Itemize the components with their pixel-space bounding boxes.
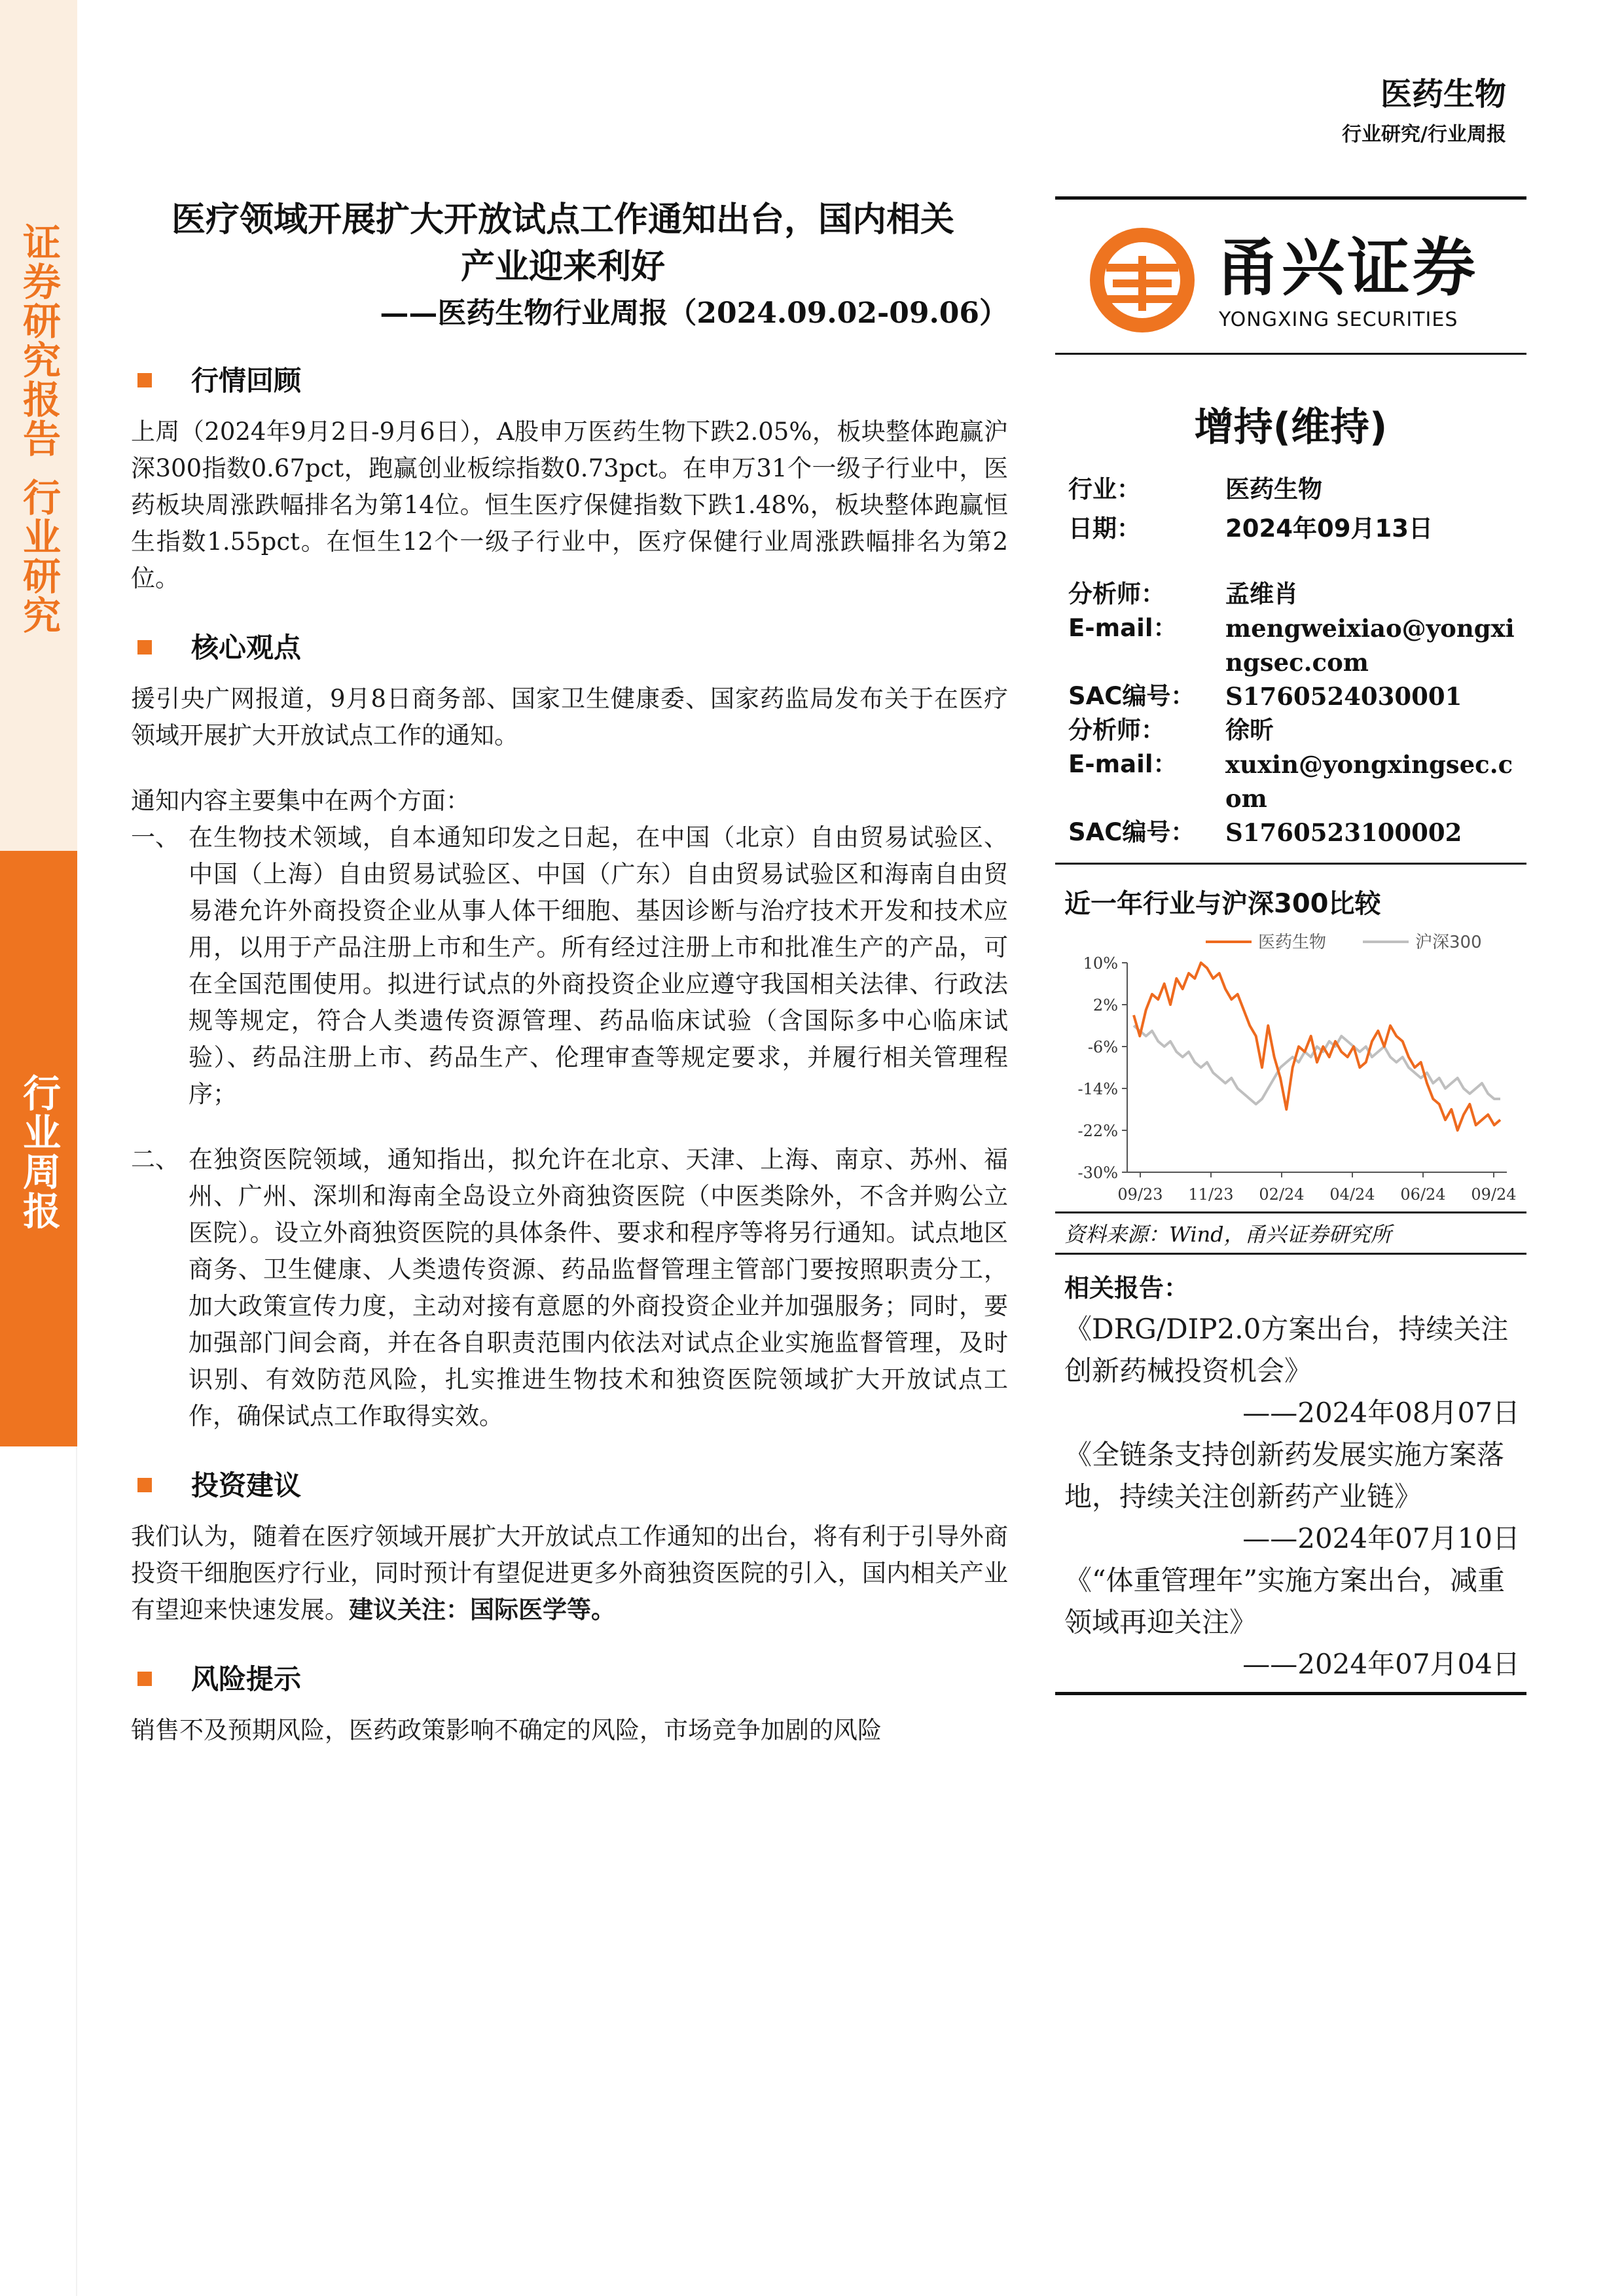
analyst-label: 分析师：: [1068, 580, 1165, 608]
x-tick-label: 11/23: [1188, 1185, 1234, 1204]
analyst-2-sac-row: [1055, 816, 1526, 850]
side-label-weekly-text: 行业周报: [16, 1073, 61, 1230]
company-logo: [1055, 200, 1526, 353]
analyst-email: xuxin@yongxingsec.com: [1225, 750, 1513, 813]
section-core-view-heading: [131, 626, 1008, 672]
side-label-report: [0, 223, 77, 458]
related-report-name[interactable]: 《“体重管理年”实施方案出台，减重领域再迎关注》: [1064, 1564, 1505, 1638]
title-line-2: 产业迎来利好: [460, 247, 665, 287]
analyst-name: 徐昕: [1225, 716, 1274, 744]
divider: [1055, 863, 1526, 865]
x-tick-label: 06/24: [1400, 1185, 1446, 1204]
header-industry: 医药生物: [1380, 76, 1506, 113]
core-view-item-2: [131, 1141, 1008, 1435]
bullet-square-icon: [137, 373, 152, 387]
title-subtitle: ——医药生物行业周报（2024.09.02-09.06）: [380, 296, 1008, 330]
date-label: 日期：: [1068, 514, 1141, 543]
bullet-square-icon: [137, 1478, 152, 1492]
y-tick-label: -22%: [1077, 1122, 1118, 1140]
comparison-chart: [1055, 924, 1526, 1211]
related-report-date: ——2024年08月07日: [1242, 1397, 1520, 1429]
legend-label: 医药生物: [1258, 933, 1327, 952]
section-title: 投资建议: [191, 1469, 302, 1501]
analyst-1-email-row: [1055, 611, 1526, 679]
email-label: E-mail：: [1068, 614, 1178, 642]
logo-english-name: YONGXING SECURITIES: [1219, 308, 1458, 331]
side-label-report-text: 证券研究报告: [16, 223, 61, 458]
industry-value: 医药生物: [1225, 475, 1322, 503]
related-report-name[interactable]: 《DRG/DIP2.0方案出台，持续关注创新药械投资机会》: [1064, 1313, 1509, 1387]
header-subtitle: 行业研究/行业周报: [1342, 123, 1506, 146]
logo-chinese-name: 甬兴证券: [1216, 231, 1478, 304]
divider: [1055, 1692, 1526, 1695]
y-tick-label: 2%: [1092, 996, 1118, 1014]
sac-label: SAC编号：: [1068, 682, 1195, 710]
related-report-date: ——2024年07月04日: [1242, 1648, 1520, 1680]
analyst-1-sac-row: [1055, 679, 1526, 713]
email-label: E-mail：: [1068, 750, 1178, 778]
industry-row: [1055, 473, 1526, 507]
report-title: [105, 196, 1021, 336]
bullet-square-icon: [137, 1672, 152, 1686]
sac-number: S1760523100002: [1225, 818, 1462, 847]
y-tick-label: -6%: [1087, 1038, 1118, 1056]
section-title: 核心观点: [191, 632, 302, 664]
y-tick-label: 10%: [1083, 954, 1118, 973]
section-title: 风险提示: [191, 1663, 302, 1695]
investment-text: [131, 1518, 1008, 1628]
industry-label: 行业：: [1068, 475, 1141, 503]
x-tick-label: 04/24: [1329, 1185, 1375, 1204]
core-view-intro: 援引央广网报道，9月8日商务部、国家卫生健康委、国家药监局发布关于在医疗领域开展扩大开放试点工作的通知。: [131, 685, 1008, 749]
sac-label: SAC编号：: [1068, 818, 1195, 846]
x-tick-label: 09/23: [1117, 1185, 1163, 1204]
related-report-name[interactable]: 《全链条支持创新药发展实施方案落地，持续关注创新药产业链》: [1064, 1439, 1505, 1513]
analyst-email: mengweixiao@yongxingsec.com: [1225, 614, 1515, 677]
rating: 增持(维持): [1194, 404, 1388, 450]
side-band: [0, 0, 77, 2296]
section-investment-heading: [131, 1463, 1008, 1509]
analyst-name: 孟维肖: [1225, 580, 1298, 608]
market-review-text: 上周（2024年9月2日-9月6日），A股申万医药生物下跌2.05%，板块整体跑赢沪深300指数0.67pct，跑赢创业板综指数0.73pct。在申万31个一级子行业中，医药板块周涨跌幅排名为第14位。恒生医疗保健指数下跌1.48%，板块整体跑赢恒生指数1.55pct。在恒生12个一级子行业中，医疗保健行业周涨跌幅排名为第2位。: [131, 418, 1008, 592]
x-tick-label: 09/24: [1471, 1185, 1517, 1204]
bullet-square-icon: [137, 640, 152, 655]
chart-source: 资料来源：Wind，甬兴证券研究所: [1064, 1222, 1392, 1247]
divider: [1055, 1211, 1526, 1213]
y-tick-label: -30%: [1077, 1164, 1118, 1182]
investment-recommendation: 建议关注：国际医学等。: [349, 1596, 615, 1624]
date-value: 2024年09月13日: [1225, 514, 1433, 543]
right-sidebar: [1055, 196, 1526, 1695]
risk-text: 销售不及预期风险，医药政策影响不确定的风险，市场竞争加剧的风险: [131, 1716, 882, 1744]
date-row: [1055, 512, 1526, 546]
analyst-2-email-row: [1055, 747, 1526, 816]
side-label-weekly: [0, 1073, 77, 1230]
series-line-index: [1134, 1026, 1500, 1104]
x-tick-label: 02/24: [1259, 1185, 1305, 1204]
yongxing-logo-icon: [1087, 224, 1198, 336]
main-content: [131, 359, 1008, 1749]
analyst-label: 分析师：: [1068, 716, 1165, 744]
section-market-review-heading: [131, 359, 1008, 404]
analyst-1-row: [1055, 577, 1526, 611]
list-text: 在独资医院领域，通知指出，拟允许在北京、天津、上海、南京、苏州、福州、广州、深圳和海南全岛设立外商独资医院（中医类除外，不含并购公立医院）。设立外商独资医院的具体条件、要求和程序等将另行通知。试点地区商务、卫生健康、人类遗传资源、药品监督管理主管部门要按照职责分工，加大政策宣传力度，主动对接有意愿的外商投资企业并加强服务；同时，要加强部门间会商，并在各自职责范围内依法对试点企业实施监督管理，及时识别、有效防范风险，扎实推进生物技术和独资医院领域扩大开放试点工作，确保试点工作取得实效。: [189, 1145, 1008, 1430]
chart-svg: [1055, 924, 1526, 1211]
list-number: 一、: [131, 823, 179, 852]
y-tick-label: -14%: [1077, 1080, 1118, 1098]
list-text: 在生物技术领域，自本通知印发之日起，在中国（北京）自由贸易试验区、中国（上海）自由贸易试验区、中国（广东）自由贸易试验区和海南自由贸易港允许外商投资企业从事人体干细胞、基因诊断与治疗技术开发和技术应用，以用于产品注册上市和生产。所有经过注册上市和批准生产的产品，可在全国范围使用。拟进行试点的外商投资企业应遵守我国相关法律、行政法规等规定，符合人类遗传资源管理、药品临床试验（含国际多中心临床试验）、药品注册上市、药品生产、伦理审查等规定要求，并履行相关管理程序；: [189, 823, 1008, 1108]
divider: [1055, 353, 1526, 355]
related-report-date: ——2024年07月10日: [1242, 1522, 1520, 1554]
sac-number: S1760524030001: [1225, 682, 1462, 711]
list-number: 二、: [131, 1145, 179, 1174]
analyst-2-row: [1055, 713, 1526, 747]
side-label-research: [0, 478, 77, 635]
section-risk-heading: [131, 1657, 1008, 1703]
section-title: 行情回顾: [191, 365, 302, 397]
title-line-1: 医疗领域开展扩大开放试点工作通知出台，国内相关: [171, 200, 954, 240]
core-view-item-1: [131, 819, 1008, 1113]
legend-label: 沪深300: [1415, 933, 1482, 952]
related-reports-title: 相关报告：: [1064, 1274, 1189, 1302]
chart-title: 近一年行业与沪深300比较: [1064, 889, 1381, 919]
side-label-research-text: 行业研究: [16, 478, 61, 635]
core-view-lead: 通知内容主要集中在两个方面：: [131, 787, 470, 815]
investment-body: 我们认为，随着在医疗领域开展扩大开放试点工作通知的出台，将有利于引导外商投资干细胞医疗行业，同时预计有望促进更多外商独资医院的引入，国内相关产业有望迎来快速发展。: [131, 1522, 1008, 1624]
divider: [1055, 1253, 1526, 1255]
